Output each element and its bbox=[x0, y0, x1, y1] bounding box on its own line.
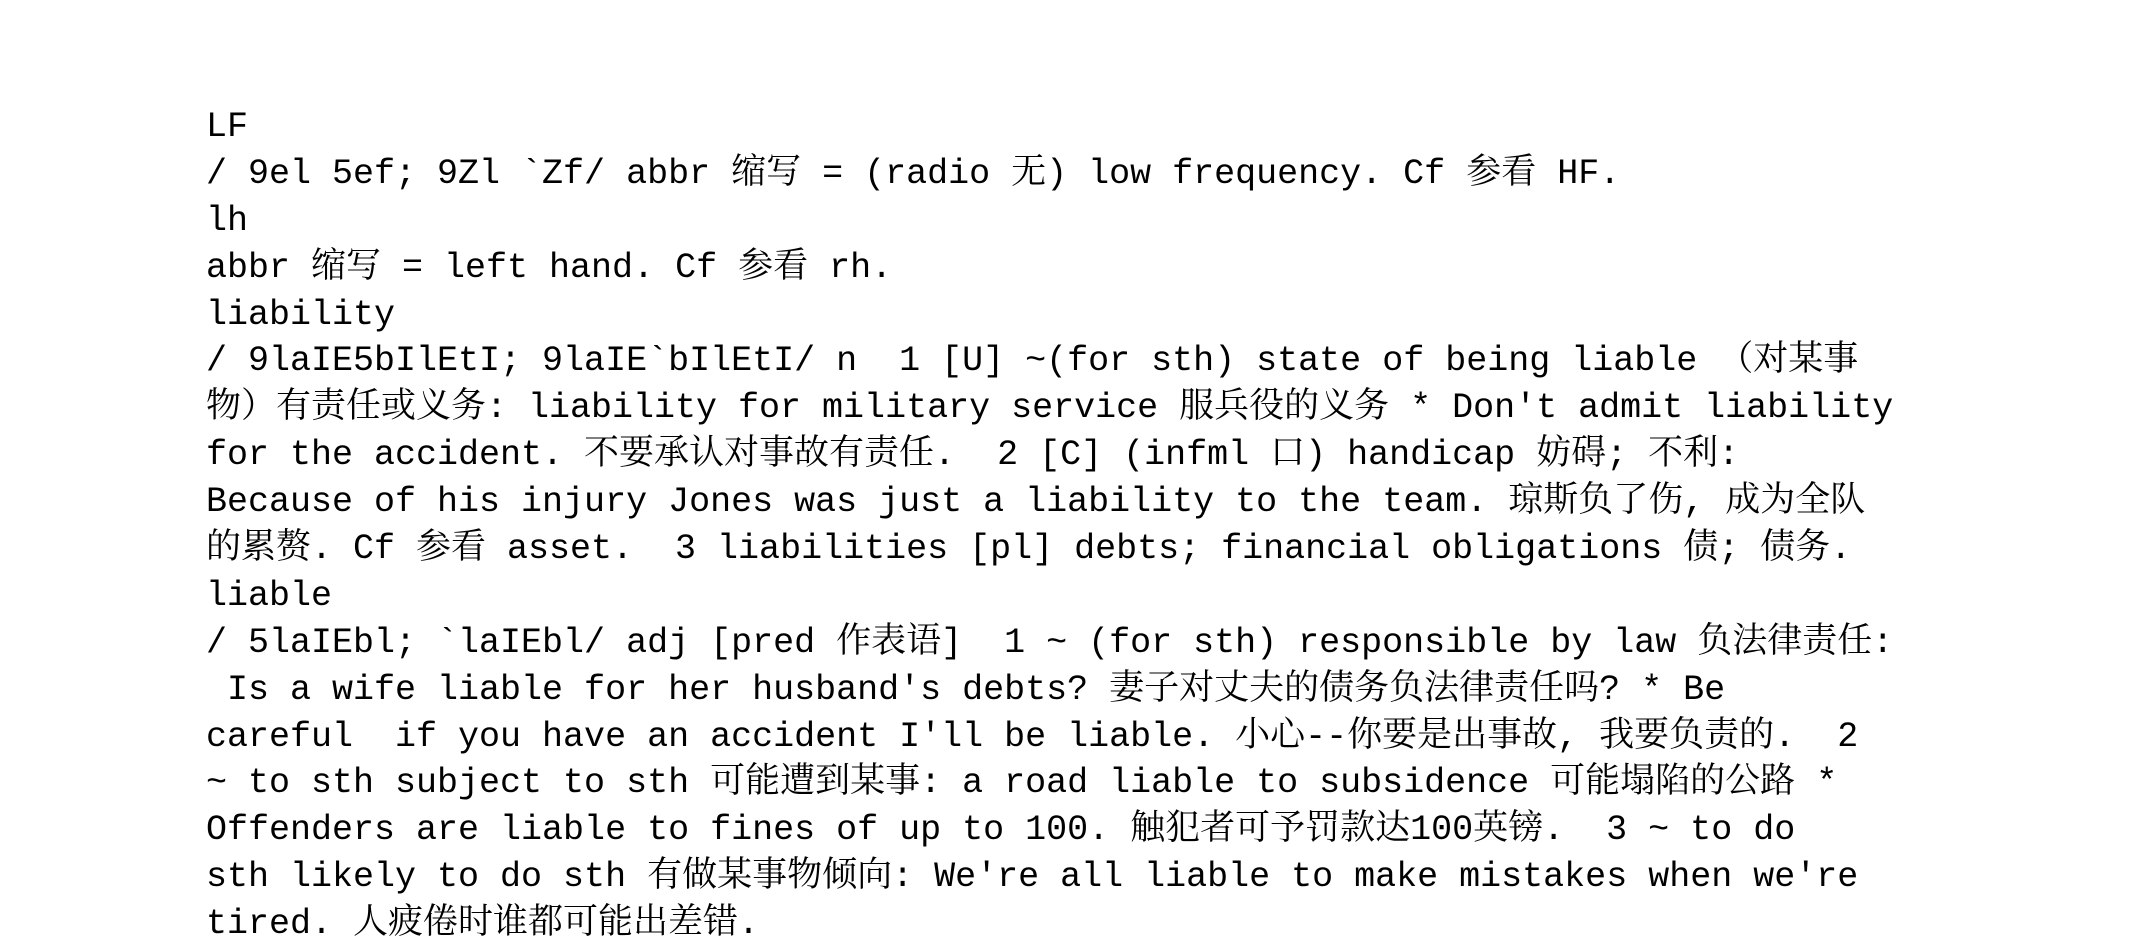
entry-headword-lh: lh bbox=[206, 200, 249, 241]
entry-body-line: / 9laIE5bIlEtI; 9laIE`bIlEtI/ n 1 [U] ~(for sth) state of being liable （对某事 bbox=[206, 341, 1859, 382]
entry-body-line: Because of his injury Jones was just a liability to the team. 琼斯负了伤, 成为全队 bbox=[206, 482, 1866, 523]
entry-headword-lf: LF bbox=[206, 107, 249, 147]
entry-body-line: sth likely to do sth 有做某事物倾向: We're all liable to make mistakes when we're bbox=[206, 857, 1859, 898]
entry-body-line: 的累赘. Cf 参看 asset. 3 liabilities [pl] debts; financial obligations 债; 债务. bbox=[206, 529, 1852, 570]
entry-body-line: / 5laIEbl; `laIEbl/ adj [pred 作表语] 1 ~ (for sth) responsible by law 负法律责任: bbox=[206, 622, 1894, 663]
entry-body-line: Is a wife liable for her husband's debts? 妻子对丈夫的债务负法律责任吗? * Be bbox=[206, 669, 1726, 710]
dictionary-text bbox=[206, 104, 2106, 948]
entry-headword-liable: liable bbox=[206, 575, 333, 616]
entry-body-line: / 9el 5ef; 9Zl `Zf/ abbr 缩写 = (radio 无) low frequency. Cf 参看 HF. bbox=[206, 153, 1621, 194]
entry-body-line: ~ to sth subject to sth 可能遭到某事: a road liable to subsidence 可能塌陷的公路 * bbox=[206, 763, 1838, 804]
entry-headword-liability: liability bbox=[206, 294, 396, 335]
entry-body-line: Offenders are liable to fines of up to 100. 触犯者可予罚款达100英镑. 3 ~ to do bbox=[206, 810, 1796, 851]
entry-body-line: for the accident. 不要承认对事故有责任. 2 [C] (infml 口) handicap 妨碍; 不利: bbox=[206, 435, 1740, 476]
entry-body-line: tired. 人疲倦时谁都可能出差错. bbox=[206, 904, 760, 945]
entry-body-line: careful if you have an accident I'll be liable. 小心--你要是出事故, 我要负责的. 2 bbox=[206, 716, 1859, 757]
entry-body-line: 物）有责任或义务: liability for military service 服兵役的义务 * Don't admit liability bbox=[206, 388, 1894, 429]
entry-body-line: abbr 缩写 = left hand. Cf 参看 rh. bbox=[206, 247, 893, 288]
